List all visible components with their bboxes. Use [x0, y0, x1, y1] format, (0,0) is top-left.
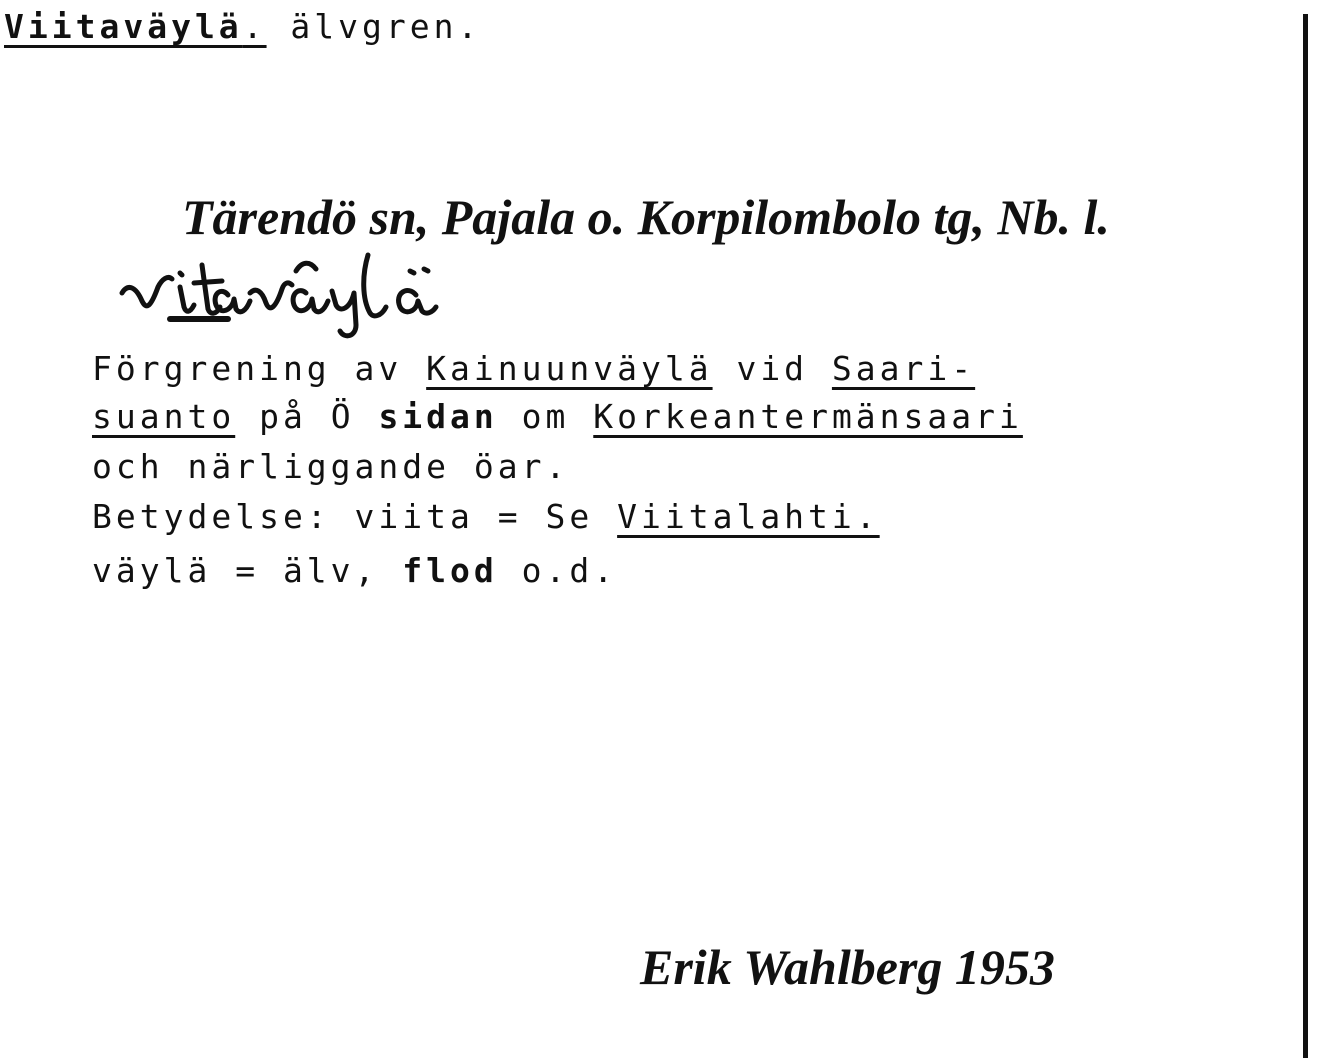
ref-viitalahti: Viitalahti.	[617, 497, 880, 536]
body-line-1	[92, 349, 976, 388]
text-vid: vid	[712, 349, 832, 388]
card-right-border	[1303, 14, 1308, 1058]
card-heading	[4, 7, 482, 46]
headword-translation: älvgren.	[266, 7, 482, 46]
text-vayla-alv: väylä = älv,	[92, 551, 403, 590]
ref-korkeantermansaari: Korkeantermänsaari	[593, 397, 1023, 436]
text-flod: flod	[402, 551, 498, 590]
handwritten-name-image	[110, 235, 570, 345]
text-betydelse: Betydelse:	[92, 497, 355, 536]
text-sidan: sidan	[378, 397, 498, 436]
ref-kainuunvayla: Kainuunväylä	[426, 349, 713, 388]
place-line: Tärendö sn, Pajala o. Korpilombolo tg, Nb. l.	[182, 189, 1110, 245]
text-pa-o: på Ö	[235, 397, 379, 436]
text-equals-se: = Se	[473, 497, 618, 536]
body-line-5	[92, 551, 618, 590]
headword: Viitaväylä	[4, 7, 243, 46]
headword-dot: .	[242, 7, 267, 46]
body-line-4	[92, 497, 880, 536]
text-forgrening: Förgrening av	[92, 349, 427, 388]
ref-saari: Saari-	[831, 349, 976, 388]
text-od: o.d.	[497, 551, 618, 590]
body-line-2	[92, 397, 1023, 436]
text-om: om	[497, 397, 594, 436]
body-line-3: och närliggande öar.	[92, 447, 570, 486]
text-viita: viita	[354, 497, 474, 536]
ref-suanto: suanto	[92, 397, 236, 436]
signature: Erik Wahlberg 1953	[640, 939, 1055, 995]
